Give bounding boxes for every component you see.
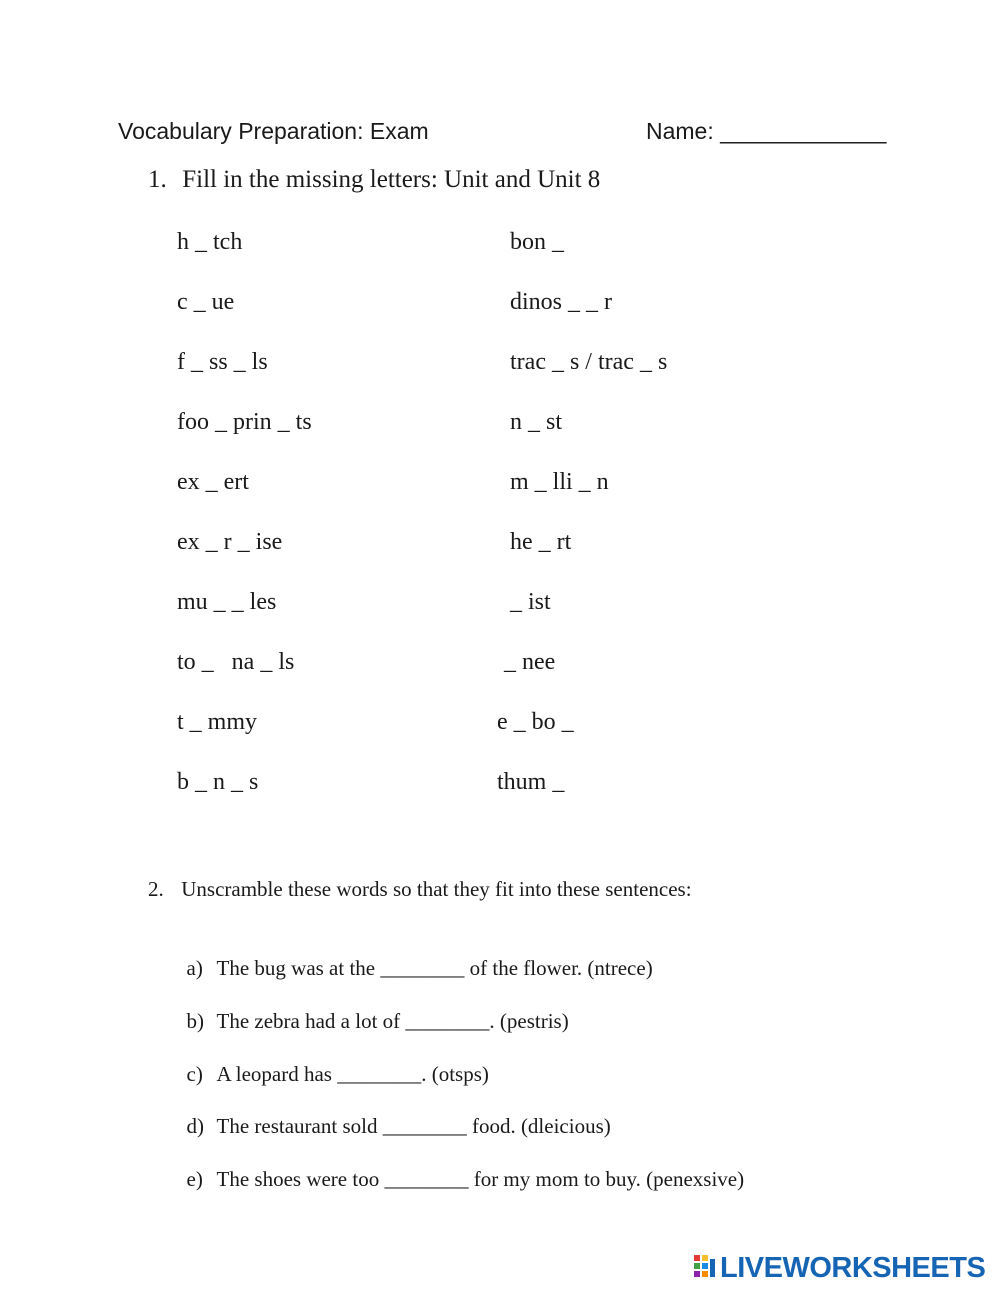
q2-sentence-label: d)	[186, 1114, 204, 1138]
liveworksheets-logo-text: LIVEWORKSHEETS	[720, 1251, 986, 1284]
q2-sentence-label: b)	[186, 1009, 204, 1033]
question-2-heading	[148, 877, 692, 902]
q2-sentence-c	[176, 1037, 489, 1087]
q1-left-word-10: b _ n _ s	[177, 769, 259, 795]
question-1-number: 1.	[148, 166, 167, 193]
q2-sentence-text: The shoes were too ________ for my mom to buy. (penexsive)	[216, 1167, 745, 1191]
question-2-number: 2.	[148, 877, 164, 901]
q2-sentence-label: e)	[186, 1167, 203, 1191]
q1-right-word-7: _ ist	[504, 589, 551, 615]
q1-right-word-1: bon _	[510, 229, 564, 255]
q1-right-word-10: thum _	[497, 769, 565, 795]
q1-left-word-2: c _ ue	[177, 289, 235, 315]
q1-left-word-3: f _ ss _ ls	[177, 349, 268, 375]
q1-right-word-9: e _ bo _	[497, 709, 574, 735]
q2-sentence-b	[176, 984, 569, 1034]
q1-left-word-1: h _ tch	[177, 229, 243, 255]
q1-left-word-9: t _ mmy	[177, 709, 258, 735]
q2-sentence-text: The restaurant sold ________ food. (dleicious)	[216, 1114, 611, 1138]
question-1-heading	[148, 166, 600, 194]
q1-right-word-5: m _ lli _ n	[510, 469, 609, 495]
q1-right-word-4: n _ st	[510, 409, 563, 435]
q1-right-word-6: he _ rt	[510, 529, 572, 555]
q1-right-word-3: trac _ s / trac _ s	[510, 349, 668, 375]
q1-right-word-8: _ nee	[504, 649, 556, 675]
question-2-prompt: Unscramble these words so that they fit into these sentences:	[181, 877, 692, 901]
q1-right-word-2: dinos _ _ r	[510, 289, 612, 315]
question-1-prompt: Fill in the missing letters: Unit and Unit 8	[182, 166, 601, 193]
q2-sentence-text: A leopard has ________. (otsps)	[216, 1062, 489, 1086]
q2-sentence-label: c)	[186, 1062, 203, 1086]
page-title: Vocabulary Preparation: Exam	[118, 118, 429, 144]
name-field-label: Name: _____________	[646, 118, 887, 144]
q1-left-word-8: to _ na _ ls	[177, 649, 295, 675]
q2-sentence-e	[176, 1142, 744, 1192]
q2-sentence-label: a)	[186, 956, 203, 980]
q2-sentence-a	[176, 931, 653, 981]
liveworksheets-logo-icon	[694, 1255, 716, 1281]
q2-sentence-text: The zebra had a lot of ________. (pestris)	[216, 1009, 569, 1033]
q2-sentence-text: The bug was at the ________ of the flower. (ntrece)	[216, 956, 653, 980]
q1-left-word-7: mu _ _ les	[177, 589, 277, 615]
q1-left-word-6: ex _ r _ ise	[177, 529, 283, 555]
q1-left-word-4: foo _ prin _ ts	[177, 409, 312, 435]
liveworksheets-logo[interactable]	[694, 1253, 985, 1283]
q2-sentence-d	[176, 1089, 611, 1139]
q1-left-word-5: ex _ ert	[177, 469, 249, 495]
